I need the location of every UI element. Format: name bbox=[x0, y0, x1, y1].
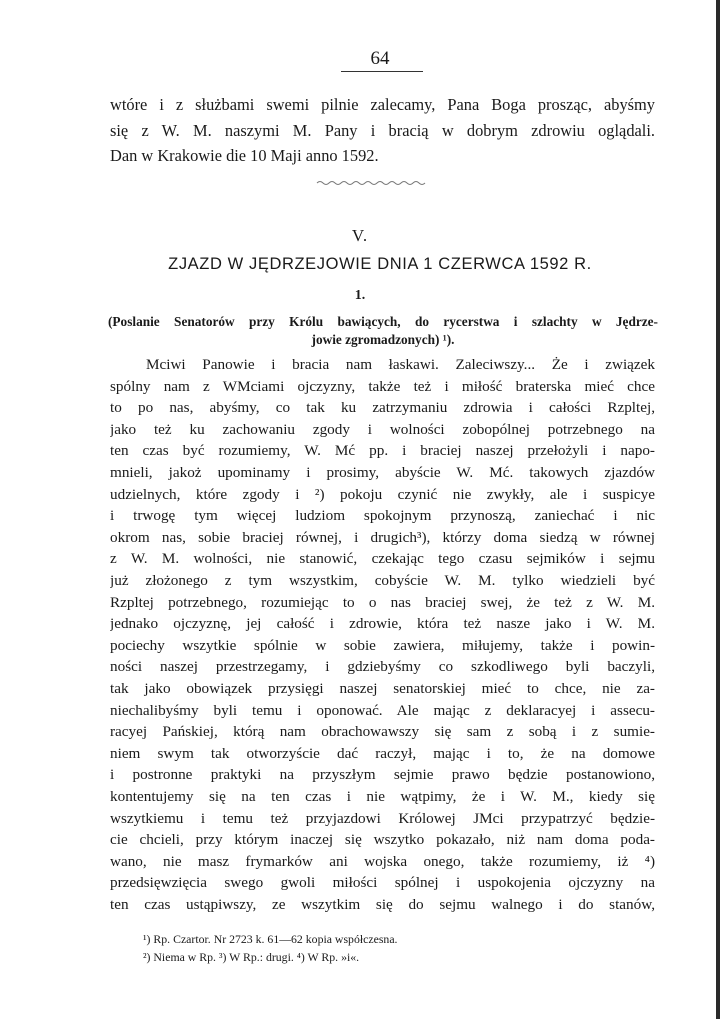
page-number: 64 bbox=[370, 48, 390, 69]
body-line: tak jako obowiązek przysięgi naszej senatorskiej mieć to chce, nie za- bbox=[110, 680, 655, 697]
body-line: niem swym tak otworzyście dać raczył, mając i to, że na domowe bbox=[110, 744, 655, 762]
body-line: udzielnych, które zgody i ²) pokoju czynić nie zwykły, ale i suspicye bbox=[110, 485, 655, 503]
body-line: ten czas ustąpiwszy, ze wszytkim się do sejmu walnego i do stanów, bbox=[110, 896, 655, 913]
section-title: ZJAZD W JĘDRZEJOWIE DNIA 1 CZERWCA 1592 R. bbox=[168, 255, 592, 273]
continuation-line: się z W. M. naszymi M. Pany i bracią w dobrym zdrowiu oglądali. bbox=[110, 121, 655, 140]
body-line: pociechy wszytkie spólnie w sobie zawiera, miłujemy, także i powin- bbox=[110, 636, 655, 654]
body-line: mnieli, jakoż upominamy i prosimy, abyście W. Mć. takowych zjazdów bbox=[110, 464, 655, 481]
page-number-rule bbox=[341, 71, 423, 72]
body-line: cie chcieli, przy którym inaczej się wszytko pokazało, niż nam doma poda- bbox=[110, 831, 655, 849]
document-heading-line: (Poslanie Senatorów przy Królu bawiących, do rycerstwa i szlachty w Jędrze- bbox=[108, 314, 658, 329]
body-line: już złożonego z tym wszystkim, cobyście W. M. tylko wiedzieli być bbox=[110, 572, 655, 589]
body-line: z W. M. wolności, nie stanowić, czekając tego czasu sejmików i sejmu bbox=[110, 550, 655, 568]
body-line: okrom nas, sobie braciej równej, i drugich³), którzy doma siedzą w równej bbox=[110, 528, 655, 546]
body-line: ności naszej przestrzegamy, i gdziebyśmy co szkodliwego byli baczyli, bbox=[110, 658, 655, 676]
body-line: i postronne praktyki na przyszłym sejmie prawo będzie postanowiono, bbox=[110, 766, 655, 784]
body-line: Rzpltej potrzebnego, rozumiejąc to o nas braciej swej, że też z W. M. bbox=[110, 593, 655, 611]
body-line: jednako ojczyznę, jej całość i zdrowie, która też nasze jako i W. M. bbox=[110, 615, 655, 633]
document-heading-line: jowie zgromadzonych) ¹). bbox=[311, 332, 455, 347]
footnote: ²) Niema w Rp. ³) W Rp.: drugi. ⁴) W Rp. »i«. bbox=[143, 950, 360, 964]
body-line: niechalibyśmy byli temu i oponować. Ale mając z deklaracyej i assecu- bbox=[110, 701, 655, 719]
body-line: kontentujemy się na ten czas i nie wątpimy, że i W. M., kiedy się bbox=[110, 788, 655, 805]
body-line: i trwogę tym więcej ludziom spokojnym przynoszą, zaniechać i nic bbox=[110, 507, 655, 525]
continuation-line: Dan w Krakowie die 10 Maji anno 1592. bbox=[110, 146, 379, 165]
section-roman-numeral: V. bbox=[351, 226, 369, 245]
body-line: Mciwi Panowie i bracia nam łaskawi. Zaleciwszy... Że i związek bbox=[146, 356, 655, 373]
body-line: przedsięwzięcia swego gwoli miłości spólnej i uspokojenia ojczyzny na bbox=[110, 874, 655, 892]
scan-edge-shadow bbox=[716, 0, 720, 1019]
document-number: 1. bbox=[354, 288, 366, 303]
body-line: wano, nie masz frymarków ani wojska onego, także rozumiemy, iż ⁴) bbox=[110, 852, 655, 870]
body-line: spólny nam z WMciami ojczyzny, także też i miłość braterska mieć chce bbox=[110, 377, 655, 395]
body-line: racyej Pańskiej, którą nam obrachowawszy się sam z sobą i z sumie- bbox=[110, 723, 655, 741]
body-line: to po nas, abyśmy, co tak ku zatrzymaniu zdrowia i całości Rzpltej, bbox=[110, 399, 655, 417]
continuation-line: wtóre i z służbami swemi pilnie zalecamy, Pana Boga prosząc, abyśmy bbox=[110, 95, 655, 114]
body-line: jako też ku zachowaniu zgody i wolności zobopólnej potrzebnego na bbox=[110, 420, 655, 438]
body-line: wszytkiemu i temu też przyjazdowi Królowej JMci przypatrzyć będzie- bbox=[110, 809, 655, 827]
ornamental-divider bbox=[315, 178, 427, 188]
body-line: ten czas być rozumiemy, W. Mć pp. i braciej naszej przełożyli i napo- bbox=[110, 442, 655, 460]
footnote: ¹) Rp. Czartor. Nr 2723 k. 61—62 kopia współczesna. bbox=[143, 932, 398, 946]
